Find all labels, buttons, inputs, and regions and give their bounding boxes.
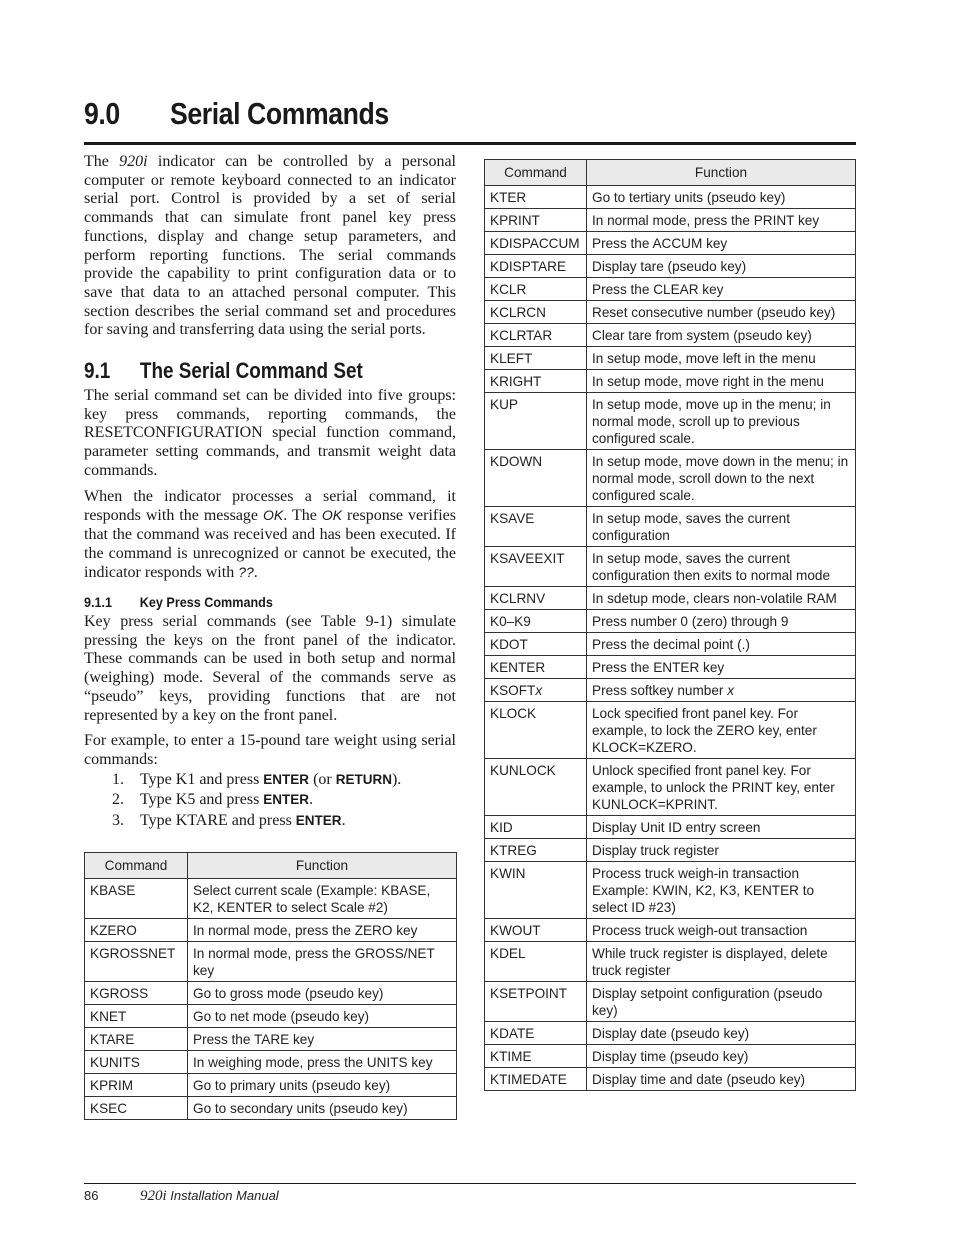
function-cell: Go to tertiary units (pseudo key) <box>587 186 856 209</box>
table-row <box>485 656 856 679</box>
table-row <box>485 1022 856 1045</box>
section-number: 9.1 <box>84 358 111 384</box>
command-cell: KCLRCN <box>485 301 587 324</box>
key-label: ENTER <box>263 771 310 787</box>
function-cell: Go to net mode (pseudo key) <box>188 1005 457 1028</box>
command-cell: KDOT <box>485 633 587 656</box>
command-cell: KGROSSNET <box>85 942 188 982</box>
function-cell: Go to gross mode (pseudo key) <box>188 982 457 1005</box>
command-cell: KWOUT <box>485 919 587 942</box>
command-cell: KLEFT <box>485 347 587 370</box>
subsection-title: Key Press Commands <box>139 594 273 611</box>
chapter-title-text: Serial Commands <box>170 96 389 131</box>
section-title: The Serial Command Set <box>139 358 363 384</box>
table-row <box>485 587 856 610</box>
footer-manual-title: Installation Manual <box>166 1188 279 1203</box>
function-cell: Press the TARE key <box>188 1028 457 1051</box>
table-row <box>485 324 856 347</box>
function-cell: In setup mode, move down in the menu; in normal mode, scroll down to the next configured scale. <box>587 450 856 507</box>
command-cell: KDOWN <box>485 450 587 507</box>
function-cell: In setup mode, move up in the menu; in normal mode, scroll up to previous configured scale. <box>587 393 856 450</box>
table-row <box>85 1005 457 1028</box>
chapter-number: 9.0 <box>84 96 120 131</box>
section-paragraph-1: The serial command set can be divided into five groups: key press commands, reporting commands, the RESETCONFIGURATION special function command, parameter setting commands, and transmit weight data commands. <box>84 387 456 479</box>
command-cell: KLOCK <box>485 702 587 759</box>
function-cell: In setup mode, move right in the menu <box>587 370 856 393</box>
command-cell: KTER <box>485 186 587 209</box>
command-cell: K0–K9 <box>485 610 587 633</box>
table-row <box>485 301 856 324</box>
command-cell: KPRIM <box>85 1074 188 1097</box>
command-cell: KDISPTARE <box>485 255 587 278</box>
table-row <box>485 759 856 816</box>
table-row <box>85 879 457 919</box>
function-cell: Display truck register <box>587 839 856 862</box>
table-row <box>485 982 856 1022</box>
function-cell: Lock specified front panel key. For example, to lock the ZERO key, enter KLOCK=KZERO. <box>587 702 856 759</box>
command-cell: KDISPACCUM <box>485 232 587 255</box>
function-column-header: Function <box>587 160 856 186</box>
key-label: ENTER <box>295 812 342 828</box>
command-cell: KDEL <box>485 942 587 982</box>
function-cell: Reset consecutive number (pseudo key) <box>587 301 856 324</box>
section-paragraph-2: When the indicator processes a serial command, it responds with the message OK. The OK response verifies that the command was received and has been executed. If the command is unrecognized or cannot be executed, the indicator responds with ??. <box>84 487 456 582</box>
table-row <box>485 633 856 656</box>
key-label: ENTER <box>263 792 310 808</box>
subsection-paragraph-1: Key press serial commands (see Table 9-1) simulate pressing the keys on the front panel of the indicator. These commands can be used in both setup and normal (weighing) mode. Several of the commands serve as “pseudo” keys, providing functions that are not represented by a key on the front panel. <box>84 613 456 724</box>
function-cell: In sdetup mode, clears non-volatile RAM <box>587 587 856 610</box>
table-row <box>485 919 856 942</box>
command-cell: KDATE <box>485 1022 587 1045</box>
command-cell: KSETPOINT <box>485 982 587 1022</box>
table-row <box>85 942 457 982</box>
function-cell: Press softkey number x <box>587 679 856 702</box>
function-cell: Display setpoint configuration (pseudo key) <box>587 982 856 1022</box>
function-cell: In normal mode, press the ZERO key <box>188 919 457 942</box>
command-cell: KSEC <box>85 1097 188 1120</box>
table-row <box>85 1028 457 1051</box>
ok-message: OK <box>263 507 284 524</box>
command-cell: KCLR <box>485 278 587 301</box>
table-row <box>485 862 856 919</box>
table-row <box>485 393 856 450</box>
command-cell: KSAVE <box>485 507 587 547</box>
table-row <box>85 982 457 1005</box>
table-row <box>485 839 856 862</box>
table-row <box>485 347 856 370</box>
table-row <box>485 278 856 301</box>
command-cell: KNET <box>85 1005 188 1028</box>
command-cell: KWIN <box>485 862 587 919</box>
function-cell: Go to secondary units (pseudo key) <box>188 1097 457 1120</box>
command-cell: KBASE <box>85 879 188 919</box>
command-cell: KZERO <box>85 919 188 942</box>
command-cell: KGROSS <box>85 982 188 1005</box>
function-cell: Clear tare from system (pseudo key) <box>587 324 856 347</box>
table-row <box>85 1051 457 1074</box>
table-row <box>485 942 856 982</box>
function-cell: Select current scale (Example: KBASE, K2, KENTER to select Scale #2) <box>188 879 457 919</box>
table-header-row <box>485 160 856 186</box>
page-number: 86 <box>84 1188 99 1203</box>
command-cell: KSAVEEXIT <box>485 547 587 587</box>
function-cell: Unlock specified front panel key. For example, to unlock the PRINT key, enter KUNLOCK=KPRINT. <box>587 759 856 816</box>
steps-list <box>84 770 456 832</box>
command-table-right <box>484 159 856 1091</box>
table-row <box>485 507 856 547</box>
function-cell: In weighing mode, press the UNITS key <box>188 1051 457 1074</box>
table-row <box>485 186 856 209</box>
function-cell: In normal mode, press the GROSS/NET key <box>188 942 457 982</box>
function-cell: While truck register is displayed, delete truck register <box>587 942 856 982</box>
table-row <box>485 816 856 839</box>
command-cell: KID <box>485 816 587 839</box>
command-cell: KUNLOCK <box>485 759 587 816</box>
table-row <box>485 679 856 702</box>
function-cell: Display Unit ID entry screen <box>587 816 856 839</box>
subsection-paragraph-2: For example, to enter a 15-pound tare weight using serial commands: <box>84 732 456 768</box>
error-response: ?? <box>238 564 254 581</box>
table-row <box>85 1097 457 1120</box>
table-row <box>485 1068 856 1091</box>
command-cell: KRIGHT <box>485 370 587 393</box>
model-name: 920i <box>119 153 148 170</box>
command-cell: KCLRTAR <box>485 324 587 347</box>
function-cell: In setup mode, move left in the menu <box>587 347 856 370</box>
table-row <box>485 547 856 587</box>
command-cell: KCLRNV <box>485 587 587 610</box>
chapter-title <box>84 96 748 132</box>
command-cell: KTIMEDATE <box>485 1068 587 1091</box>
command-cell: KUNITS <box>85 1051 188 1074</box>
function-cell: In setup mode, saves the current configuration then exits to normal mode <box>587 547 856 587</box>
command-cell: KSOFTx <box>485 679 587 702</box>
table-row <box>485 1045 856 1068</box>
title-rule <box>84 142 856 145</box>
table-row <box>85 919 457 942</box>
function-cell: In setup mode, saves the current configuration <box>587 507 856 547</box>
table-row <box>485 450 856 507</box>
page-footer <box>84 1188 279 1205</box>
intro-paragraph: The 920i indicator can be controlled by a personal computer or remote keyboard connected to an indicator serial port. Control is provided by a set of serial commands that can simulate front panel key press functions, display and change setup parameters, and perform reporting functions. The serial commands provide the capability to print configuration data or to save that data to an attached personal computer. This section describes the serial command set and procedures for saving and transferring data using the serial ports. <box>84 153 457 339</box>
function-cell: Process truck weigh-out transaction <box>587 919 856 942</box>
function-column-header: Function <box>188 853 457 879</box>
function-cell: Press number 0 (zero) through 9 <box>587 610 856 633</box>
table-row <box>485 702 856 759</box>
table-row <box>485 255 856 278</box>
ok-response: OK <box>321 507 343 524</box>
key-label: RETURN <box>335 771 392 787</box>
command-column-header: Command <box>85 853 188 879</box>
step-item: 2. Type K5 and press ENTER. <box>112 791 314 809</box>
function-cell: Display time and date (pseudo key) <box>587 1068 856 1091</box>
table-row <box>485 610 856 633</box>
footer-model: 920i <box>140 1188 167 1204</box>
command-cell: KTIME <box>485 1045 587 1068</box>
function-cell: Press the decimal point (.) <box>587 633 856 656</box>
table-row <box>485 370 856 393</box>
function-cell: Press the CLEAR key <box>587 278 856 301</box>
command-cell: KUP <box>485 393 587 450</box>
section-heading <box>84 358 404 384</box>
step-item: 3. Type KTARE and press ENTER. <box>112 811 346 829</box>
command-cell: KENTER <box>485 656 587 679</box>
function-cell: Go to primary units (pseudo key) <box>188 1074 457 1097</box>
command-cell: KTARE <box>85 1028 188 1051</box>
function-cell: In normal mode, press the PRINT key <box>587 209 856 232</box>
subsection-number: 9.1.1 <box>84 594 113 611</box>
function-cell: Display date (pseudo key) <box>587 1022 856 1045</box>
left-column <box>84 153 456 831</box>
command-cell: KTREG <box>485 839 587 862</box>
footer-rule <box>84 1183 856 1184</box>
function-cell: Press the ENTER key <box>587 656 856 679</box>
table-row <box>485 209 856 232</box>
function-cell: Press the ACCUM key <box>587 232 856 255</box>
table-header-row <box>85 853 457 879</box>
table-row <box>485 232 856 255</box>
step-item: 1. Type K1 and press ENTER (or RETURN). <box>112 770 402 788</box>
command-table-left <box>84 852 457 1120</box>
command-cell: KPRINT <box>485 209 587 232</box>
function-cell: Display tare (pseudo key) <box>587 255 856 278</box>
command-column-header: Command <box>485 160 587 186</box>
function-cell: Process truck weigh-in transaction Example: KWIN, K2, K3, KENTER to select ID #23) <box>587 862 856 919</box>
subsection-heading <box>84 594 419 610</box>
table-row <box>85 1074 457 1097</box>
function-cell: Display time (pseudo key) <box>587 1045 856 1068</box>
